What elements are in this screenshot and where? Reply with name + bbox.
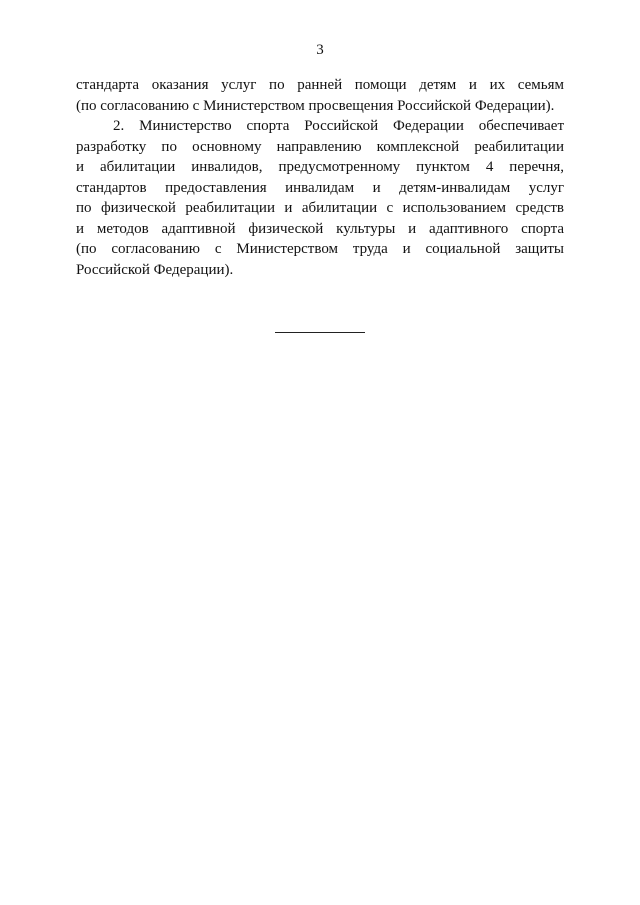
paragraph-line: стандарта оказания услуг по ранней помощи детям и их семьям xyxy=(76,77,564,93)
page-number: 3 xyxy=(316,42,324,58)
paragraph-line: (по согласованию с Министерством просвещения Российской Федерации). xyxy=(76,97,555,114)
paragraph-line: Российской Федерации). xyxy=(76,261,234,278)
paragraph-line: стандартов предоставления инвалидам и детям-инвалидам услуг xyxy=(76,179,564,196)
document-body xyxy=(76,75,564,280)
end-of-document-rule xyxy=(275,332,365,333)
paragraph-line: по физической реабилитации и абилитации с использованием средств xyxy=(76,200,564,216)
paragraph-line: 2. Министерство спорта Российской Федерации обеспечивает xyxy=(113,118,564,134)
paragraph-line: и методов адаптивной физической культуры и адаптивного спорта xyxy=(76,220,564,237)
paragraph-2 xyxy=(76,116,564,280)
paragraph-1 xyxy=(76,75,564,116)
paragraph-line: (по согласованию с Министерством труда и социальной защиты xyxy=(76,241,564,257)
paragraph-line: разработку по основному направлению комплексной реабилитации xyxy=(76,138,564,155)
paragraph-line: и абилитации инвалидов, предусмотренному пунктом 4 перечня, xyxy=(76,159,564,175)
